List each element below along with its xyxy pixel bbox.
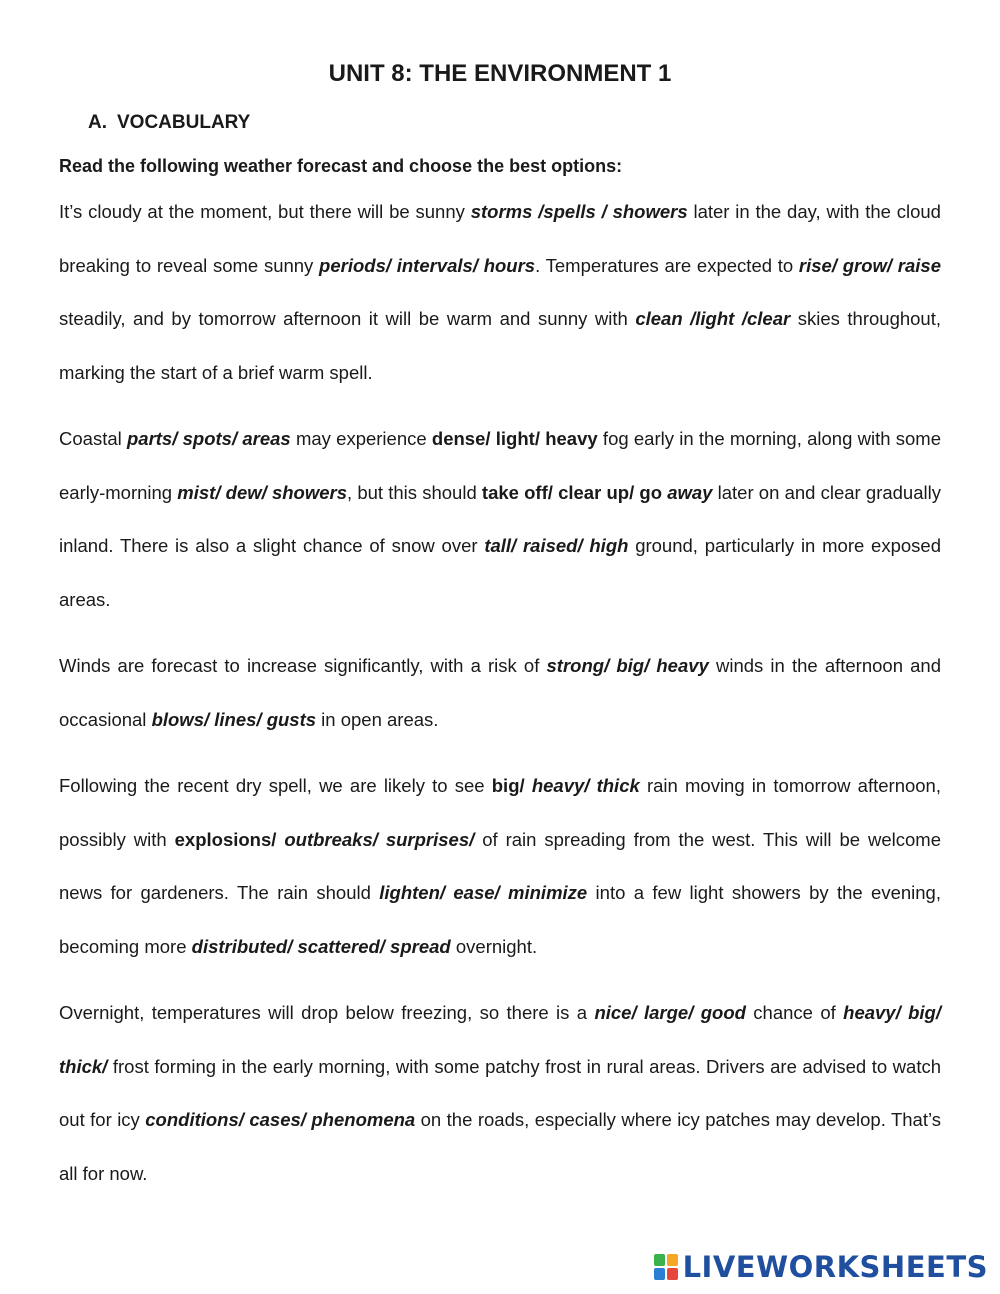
option-group[interactable]: nice/ large/ good (594, 1002, 746, 1023)
text: It’s cloudy at the moment, but there will be sunny (59, 201, 471, 222)
text: may experience (290, 428, 432, 449)
text: skies throughout, marking the start of a brief warm spell. (59, 308, 941, 383)
option-group[interactable]: mist/ dew/ showers (177, 481, 348, 503)
text: Coastal (59, 428, 127, 449)
section-letter: A. (88, 112, 107, 133)
logo-text: LIVEWORKSHEETS (682, 1250, 988, 1284)
text: fog early in the morning, along with some early-morning (59, 428, 941, 503)
text: of rain spreading from the west. This will be welcome news for gardeners. The rain should (59, 828, 941, 903)
option-group[interactable]: distributed/ scattered/ spread (191, 935, 451, 957)
text: later in the day, with the cloud breaking to reveal some sunny (59, 201, 941, 276)
paragraph-1 (59, 185, 941, 399)
text: Winds are forecast to increase significantly, with a risk of (59, 655, 547, 676)
text: frost forming in the early morning, with some patchy frost in rural areas. Drivers are advised to watch out for icy (59, 1055, 941, 1130)
paragraph-4 (59, 759, 941, 973)
page-title: UNIT 8: THE ENVIRONMENT 1 (328, 60, 672, 87)
text: rain moving in tomorrow afternoon, possibly with (59, 775, 941, 850)
option-group[interactable]: blows/ lines/ gusts (151, 708, 317, 730)
option-text: outbreaks/ surprises/ (284, 828, 475, 850)
option-text: away (667, 481, 713, 503)
text: steadily, and by tomorrow afternoon it will be warm and sunny with (59, 308, 636, 329)
option-text: big/ (491, 775, 532, 796)
option-group[interactable] (175, 829, 475, 850)
option-text: take off/ clear up/ go (481, 481, 668, 503)
option-group[interactable]: tall/ raised/ high (484, 535, 629, 556)
paragraph-2 (59, 412, 941, 626)
option-group[interactable]: lighten/ ease/ minimize (379, 882, 588, 903)
option-group[interactable]: periods/ intervals/ hours (319, 254, 536, 276)
paragraph-3 (59, 639, 941, 746)
option-group[interactable]: storms /spells / showers (470, 201, 688, 222)
text: later on and clear gradually inland. There is also a slight chance of snow over (59, 481, 941, 556)
option-group[interactable]: strong/ big/ heavy (546, 655, 709, 676)
text: into a few light showers by the evening, becoming more (59, 882, 941, 957)
option-group[interactable]: rise/ grow/ raise (798, 254, 941, 276)
text: winds in the afternoon and occasional (59, 655, 941, 730)
text: in open areas. (316, 708, 439, 730)
liveworksheets-logo-icon (653, 1253, 679, 1281)
option-group[interactable] (482, 482, 713, 503)
text: chance of (745, 1002, 844, 1023)
paragraph-5 (59, 986, 941, 1200)
option-group[interactable]: conditions/ cases/ phenomena (145, 1109, 416, 1130)
instruction: Read the following weather forecast and choose the best options: (59, 156, 623, 176)
text: overnight. (450, 935, 538, 957)
text: ground, particularly in more exposed areas. (59, 535, 941, 610)
section-heading (88, 112, 250, 134)
option-text: heavy/ thick (531, 775, 640, 796)
option-text: explosions/ (174, 828, 285, 850)
option-group[interactable] (492, 775, 640, 796)
liveworksheets-logo[interactable] (653, 1250, 988, 1284)
option-group[interactable]: heavy/ big/ thick/ (59, 1002, 941, 1077)
text: , but this should (347, 481, 482, 503)
option-group[interactable]: dense/ light/ heavy (431, 428, 598, 449)
text: . Temperatures are expected to (535, 254, 799, 276)
text: on the roads, especially where icy patches may develop. That’s all for now. (59, 1109, 941, 1184)
text: Following the recent dry spell, we are likely to see (59, 775, 492, 796)
option-group[interactable]: parts/ spots/ areas (126, 428, 291, 449)
option-group[interactable]: clean /light /clear (635, 308, 791, 329)
text: Overnight, temperatures will drop below freezing, so there is a (59, 1002, 595, 1023)
section-label: VOCABULARY (117, 112, 251, 133)
